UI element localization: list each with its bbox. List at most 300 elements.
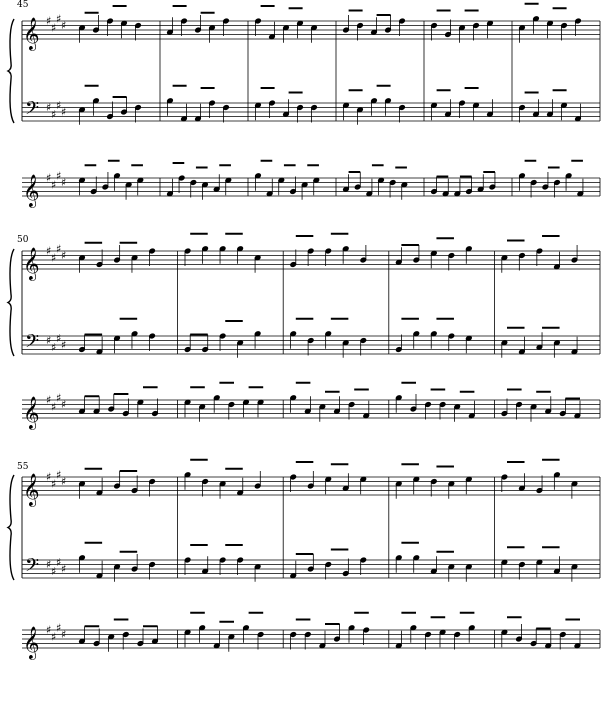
- note: [213, 395, 220, 413]
- note: [425, 632, 432, 650]
- note: [577, 179, 584, 197]
- note: [219, 481, 226, 499]
- note: [223, 18, 230, 36]
- note: [459, 25, 466, 43]
- note: [167, 17, 174, 35]
- note: [122, 632, 129, 650]
- note: [348, 402, 355, 420]
- note: [184, 629, 191, 647]
- note: [413, 245, 420, 263]
- treble-clef-icon: 𝄞: [23, 626, 40, 659]
- staff-bass-2: [22, 332, 600, 357]
- note: [466, 335, 473, 353]
- measure-2-2-staff-2: [184, 321, 261, 358]
- system-3: [8, 460, 600, 660]
- note: [459, 100, 466, 118]
- note: [530, 404, 537, 422]
- note: [533, 99, 540, 117]
- note: [477, 174, 484, 192]
- note: [190, 180, 197, 198]
- sharp-icon: ♯: [51, 251, 57, 265]
- note: [79, 481, 86, 499]
- note: [360, 245, 367, 263]
- note: [254, 564, 261, 582]
- note: [430, 479, 437, 497]
- measure-3-1-staff-3: [79, 620, 159, 652]
- note: [348, 625, 355, 643]
- note: [297, 105, 304, 123]
- note: [181, 18, 188, 36]
- note: [257, 399, 264, 417]
- measure-1-2-staff-2: [167, 86, 230, 123]
- note: [325, 476, 332, 494]
- note: [131, 331, 138, 349]
- note: [533, 16, 540, 34]
- note: [363, 627, 370, 645]
- sharp-icon: ♯: [46, 14, 52, 28]
- note: [93, 98, 100, 116]
- note: [202, 335, 209, 353]
- note: [501, 255, 508, 273]
- note: [536, 559, 543, 577]
- sharp-icon: ♯: [61, 176, 67, 189]
- note: [301, 182, 308, 200]
- note: [121, 97, 128, 115]
- sharp-icon: ♯: [46, 244, 52, 258]
- note: [114, 245, 121, 263]
- note: [304, 396, 311, 414]
- measure-2-5-staff-1: [501, 236, 578, 273]
- sharp-icon: ♯: [51, 630, 57, 644]
- system-1: [8, 4, 600, 208]
- note: [225, 177, 232, 195]
- measure-1-2-staff-1: [167, 6, 230, 43]
- note: [530, 629, 537, 647]
- note: [90, 177, 97, 195]
- note: [468, 401, 475, 419]
- note: [152, 626, 159, 644]
- note: [108, 634, 115, 652]
- note: [237, 557, 244, 575]
- measure-3-5-staff-1: [501, 460, 578, 499]
- measure-3-2-staff-2: [184, 545, 261, 582]
- sharp-icon: ♯: [61, 105, 67, 119]
- note: [237, 246, 244, 264]
- note: [237, 478, 244, 496]
- note: [395, 395, 402, 413]
- note: [430, 331, 437, 349]
- note: [547, 20, 554, 38]
- sharp-icon: ♯: [46, 470, 52, 484]
- note: [519, 25, 526, 43]
- note: [219, 333, 226, 351]
- system-2: [8, 234, 600, 430]
- note: [413, 476, 420, 494]
- measure-number-system-1: 45: [17, 0, 29, 10]
- note: [554, 556, 561, 574]
- note: [473, 102, 480, 120]
- note: [342, 559, 349, 577]
- note: [149, 479, 156, 497]
- note: [487, 20, 494, 38]
- note: [536, 332, 543, 350]
- note: [114, 173, 121, 191]
- note: [131, 554, 138, 572]
- note: [334, 624, 341, 642]
- sharp-icon: ♯: [56, 555, 62, 569]
- sharp-icon: ♯: [51, 340, 57, 354]
- note: [181, 104, 188, 122]
- measure-1-3-staff-1: [255, 6, 318, 43]
- sharp-icon: ♯: [56, 98, 62, 112]
- sharp-icon: ♯: [61, 398, 67, 411]
- note: [219, 557, 226, 575]
- note: [343, 15, 350, 33]
- note: [439, 402, 446, 420]
- measure-3-4-staff-3: [395, 613, 475, 650]
- note: [571, 481, 578, 499]
- note: [410, 394, 417, 412]
- sharp-icon: ♯: [56, 621, 62, 635]
- note: [125, 182, 132, 200]
- measure-1-6-staff-3: [519, 161, 584, 198]
- note: [363, 401, 370, 419]
- note: [213, 631, 220, 649]
- note: [307, 248, 314, 266]
- note: [149, 562, 156, 580]
- note: [501, 474, 508, 492]
- sharp-icon: ♯: [46, 334, 52, 347]
- note: [366, 179, 373, 197]
- note: [152, 399, 159, 417]
- brace-icon: [8, 249, 14, 356]
- measure-2-3-staff-2: [290, 319, 367, 358]
- note: [547, 99, 554, 117]
- note: [107, 18, 114, 36]
- note: [290, 395, 297, 413]
- sharp-icon: ♯: [61, 338, 67, 352]
- note: [561, 23, 568, 41]
- note: [79, 555, 86, 573]
- note: [501, 559, 508, 577]
- note: [395, 631, 402, 649]
- note: [290, 331, 297, 349]
- note: [542, 172, 549, 190]
- measure-2-3-staff-3: [290, 383, 370, 422]
- sharp-icon: ♯: [51, 178, 57, 192]
- note: [184, 399, 191, 417]
- measure-1-3-staff-2: [255, 88, 318, 123]
- measure-2-1-staff-3: [79, 387, 159, 417]
- note: [102, 172, 109, 190]
- note: [149, 248, 156, 266]
- note: [473, 23, 480, 41]
- measure-3-3-staff-1: [290, 462, 367, 494]
- sharp-icon: ♯: [46, 171, 52, 185]
- note: [501, 340, 508, 358]
- note: [325, 331, 332, 349]
- measure-2-5-staff-3: [501, 390, 581, 422]
- note: [519, 337, 526, 355]
- note: [559, 399, 566, 417]
- note: [135, 23, 142, 41]
- treble-clef-icon: 𝄞: [23, 473, 40, 506]
- sharp-icon: ♯: [56, 391, 62, 405]
- note: [93, 629, 100, 647]
- note: [213, 174, 220, 192]
- measure-1-1-staff-1: [79, 6, 142, 43]
- note: [431, 102, 438, 120]
- measure-3-4-staff-2: [395, 543, 472, 582]
- note: [439, 629, 446, 647]
- note: [454, 179, 461, 197]
- brace-icon: [8, 475, 14, 580]
- sharp-icon: ♯: [46, 623, 52, 637]
- note: [430, 556, 437, 574]
- treble-clef-icon: 𝄞: [23, 396, 40, 429]
- measure-1-4-staff-2: [343, 86, 406, 125]
- note: [135, 105, 142, 123]
- measure-3-1-staff-1: [79, 469, 156, 499]
- measure-number-system-2: 50: [17, 235, 29, 245]
- note: [243, 625, 250, 643]
- note: [266, 179, 273, 197]
- note: [319, 404, 326, 422]
- sharp-icon: ♯: [61, 19, 67, 32]
- note: [489, 172, 496, 190]
- sharp-icon: ♯: [61, 562, 67, 576]
- note: [431, 177, 438, 195]
- note: [108, 394, 115, 412]
- note: [237, 340, 244, 358]
- note: [343, 174, 350, 192]
- measure-1-1-staff-2: [79, 86, 142, 125]
- note: [178, 175, 185, 193]
- note: [96, 337, 103, 355]
- sharp-icon: ♯: [51, 477, 57, 491]
- note: [519, 173, 526, 191]
- note: [571, 564, 578, 582]
- measure-2-2-staff-1: [184, 234, 261, 273]
- note: [466, 177, 473, 195]
- note: [410, 625, 417, 643]
- note: [574, 631, 581, 649]
- sharp-icon: ♯: [51, 107, 57, 121]
- measure-3-2-staff-3: [184, 613, 264, 652]
- note: [228, 402, 235, 420]
- note: [385, 98, 392, 116]
- note: [519, 473, 526, 491]
- note: [195, 15, 202, 33]
- note: [313, 177, 320, 195]
- note: [278, 177, 285, 195]
- measure-2-5-staff-2: [501, 328, 578, 358]
- note: [202, 182, 209, 200]
- note: [371, 98, 378, 116]
- note: [487, 99, 494, 117]
- note: [114, 564, 121, 582]
- note: [131, 255, 138, 273]
- note: [325, 248, 332, 266]
- note: [448, 564, 455, 582]
- note: [554, 180, 561, 198]
- staff-treble-3: [22, 169, 600, 208]
- note: [395, 555, 402, 573]
- note: [413, 555, 420, 573]
- note: [516, 402, 523, 420]
- sharp-icon: ♯: [56, 12, 62, 26]
- note: [325, 562, 332, 580]
- note: [79, 255, 86, 273]
- note: [219, 246, 226, 264]
- note: [290, 632, 297, 650]
- note: [114, 335, 121, 353]
- note: [389, 180, 396, 198]
- note: [354, 172, 361, 190]
- note: [79, 335, 86, 353]
- sharp-icon: ♯: [46, 558, 52, 571]
- note: [290, 561, 297, 579]
- measure-1-6-staff-2: [519, 90, 582, 122]
- note: [79, 25, 86, 43]
- note: [114, 471, 121, 489]
- note: [209, 100, 216, 118]
- sharp-icon: ♯: [46, 393, 52, 407]
- note: [536, 476, 543, 494]
- note: [223, 105, 230, 123]
- note: [454, 632, 461, 650]
- note: [554, 252, 561, 270]
- note: [311, 25, 318, 43]
- note: [342, 473, 349, 491]
- measure-3-5-staff-3: [501, 617, 581, 649]
- note: [571, 337, 578, 355]
- note: [519, 105, 526, 123]
- note: [290, 250, 297, 268]
- note: [79, 626, 86, 644]
- bass-clef-icon: 𝄢: [25, 555, 40, 581]
- sharp-icon: ♯: [56, 468, 62, 482]
- note: [448, 333, 455, 351]
- note: [269, 22, 276, 40]
- measure-2-1-staff-1: [79, 243, 156, 273]
- note: [255, 173, 262, 191]
- note: [184, 248, 191, 266]
- bass-clef-icon: 𝄢: [25, 331, 40, 357]
- note: [202, 246, 209, 264]
- note: [93, 396, 100, 414]
- note: [425, 402, 432, 420]
- staff-treble-1: [22, 242, 600, 281]
- note: [307, 338, 314, 356]
- note: [254, 471, 261, 489]
- note: [137, 177, 144, 195]
- note: [195, 104, 202, 122]
- note: [121, 20, 128, 38]
- measure-3-2-staff-1: [184, 460, 261, 499]
- note: [571, 245, 578, 263]
- note: [466, 476, 473, 494]
- note: [468, 625, 475, 643]
- note: [401, 182, 408, 200]
- sharp-icon: ♯: [51, 21, 57, 35]
- note: [565, 173, 572, 191]
- note: [290, 177, 297, 195]
- note: [445, 99, 452, 117]
- note: [431, 23, 438, 41]
- note: [448, 253, 455, 271]
- note: [307, 471, 314, 489]
- measure-3-3-staff-3: [290, 613, 370, 650]
- note: [575, 18, 582, 36]
- note: [342, 246, 349, 264]
- note: [360, 557, 367, 575]
- note: [545, 631, 552, 649]
- note: [283, 99, 290, 117]
- note: [395, 481, 402, 499]
- note: [357, 107, 364, 125]
- measure-1-6-staff-1: [519, 4, 582, 43]
- sharp-icon: ♯: [61, 475, 67, 488]
- measure-1-3-staff-3: [255, 161, 320, 200]
- note: [343, 102, 350, 120]
- note: [501, 399, 508, 417]
- note: [430, 250, 437, 268]
- note: [319, 631, 326, 649]
- note: [378, 177, 385, 195]
- note: [545, 396, 552, 414]
- note: [445, 20, 452, 38]
- note: [357, 23, 364, 41]
- note: [93, 15, 100, 33]
- note: [342, 340, 349, 358]
- note: [184, 472, 191, 490]
- note: [122, 399, 129, 417]
- note: [536, 248, 543, 266]
- note: [334, 396, 341, 414]
- note: [167, 98, 174, 116]
- note: [466, 246, 473, 264]
- measure-number-system-3: 55: [17, 462, 29, 472]
- note: [199, 404, 206, 422]
- note: [96, 478, 103, 496]
- note: [519, 562, 526, 580]
- note: [297, 20, 304, 38]
- measure-3-1-staff-2: [79, 543, 156, 582]
- note: [399, 105, 406, 123]
- bass-clef-icon: 𝄢: [25, 98, 40, 124]
- note: [228, 634, 235, 652]
- note: [96, 250, 103, 268]
- note: [554, 472, 561, 490]
- sharp-icon: ♯: [46, 101, 52, 114]
- sharp-icon: ♯: [61, 249, 67, 262]
- measure-1-5-staff-3: [431, 172, 496, 197]
- note: [107, 102, 114, 120]
- treble-clef-icon: 𝄞: [23, 17, 40, 50]
- note: [137, 399, 144, 417]
- note: [79, 177, 86, 195]
- note: [554, 340, 561, 358]
- note: [311, 105, 318, 123]
- note: [243, 399, 250, 417]
- note: [466, 564, 473, 582]
- note: [269, 100, 276, 118]
- note: [290, 474, 297, 492]
- note: [448, 481, 455, 499]
- sharp-icon: ♯: [56, 331, 62, 345]
- note: [254, 255, 261, 273]
